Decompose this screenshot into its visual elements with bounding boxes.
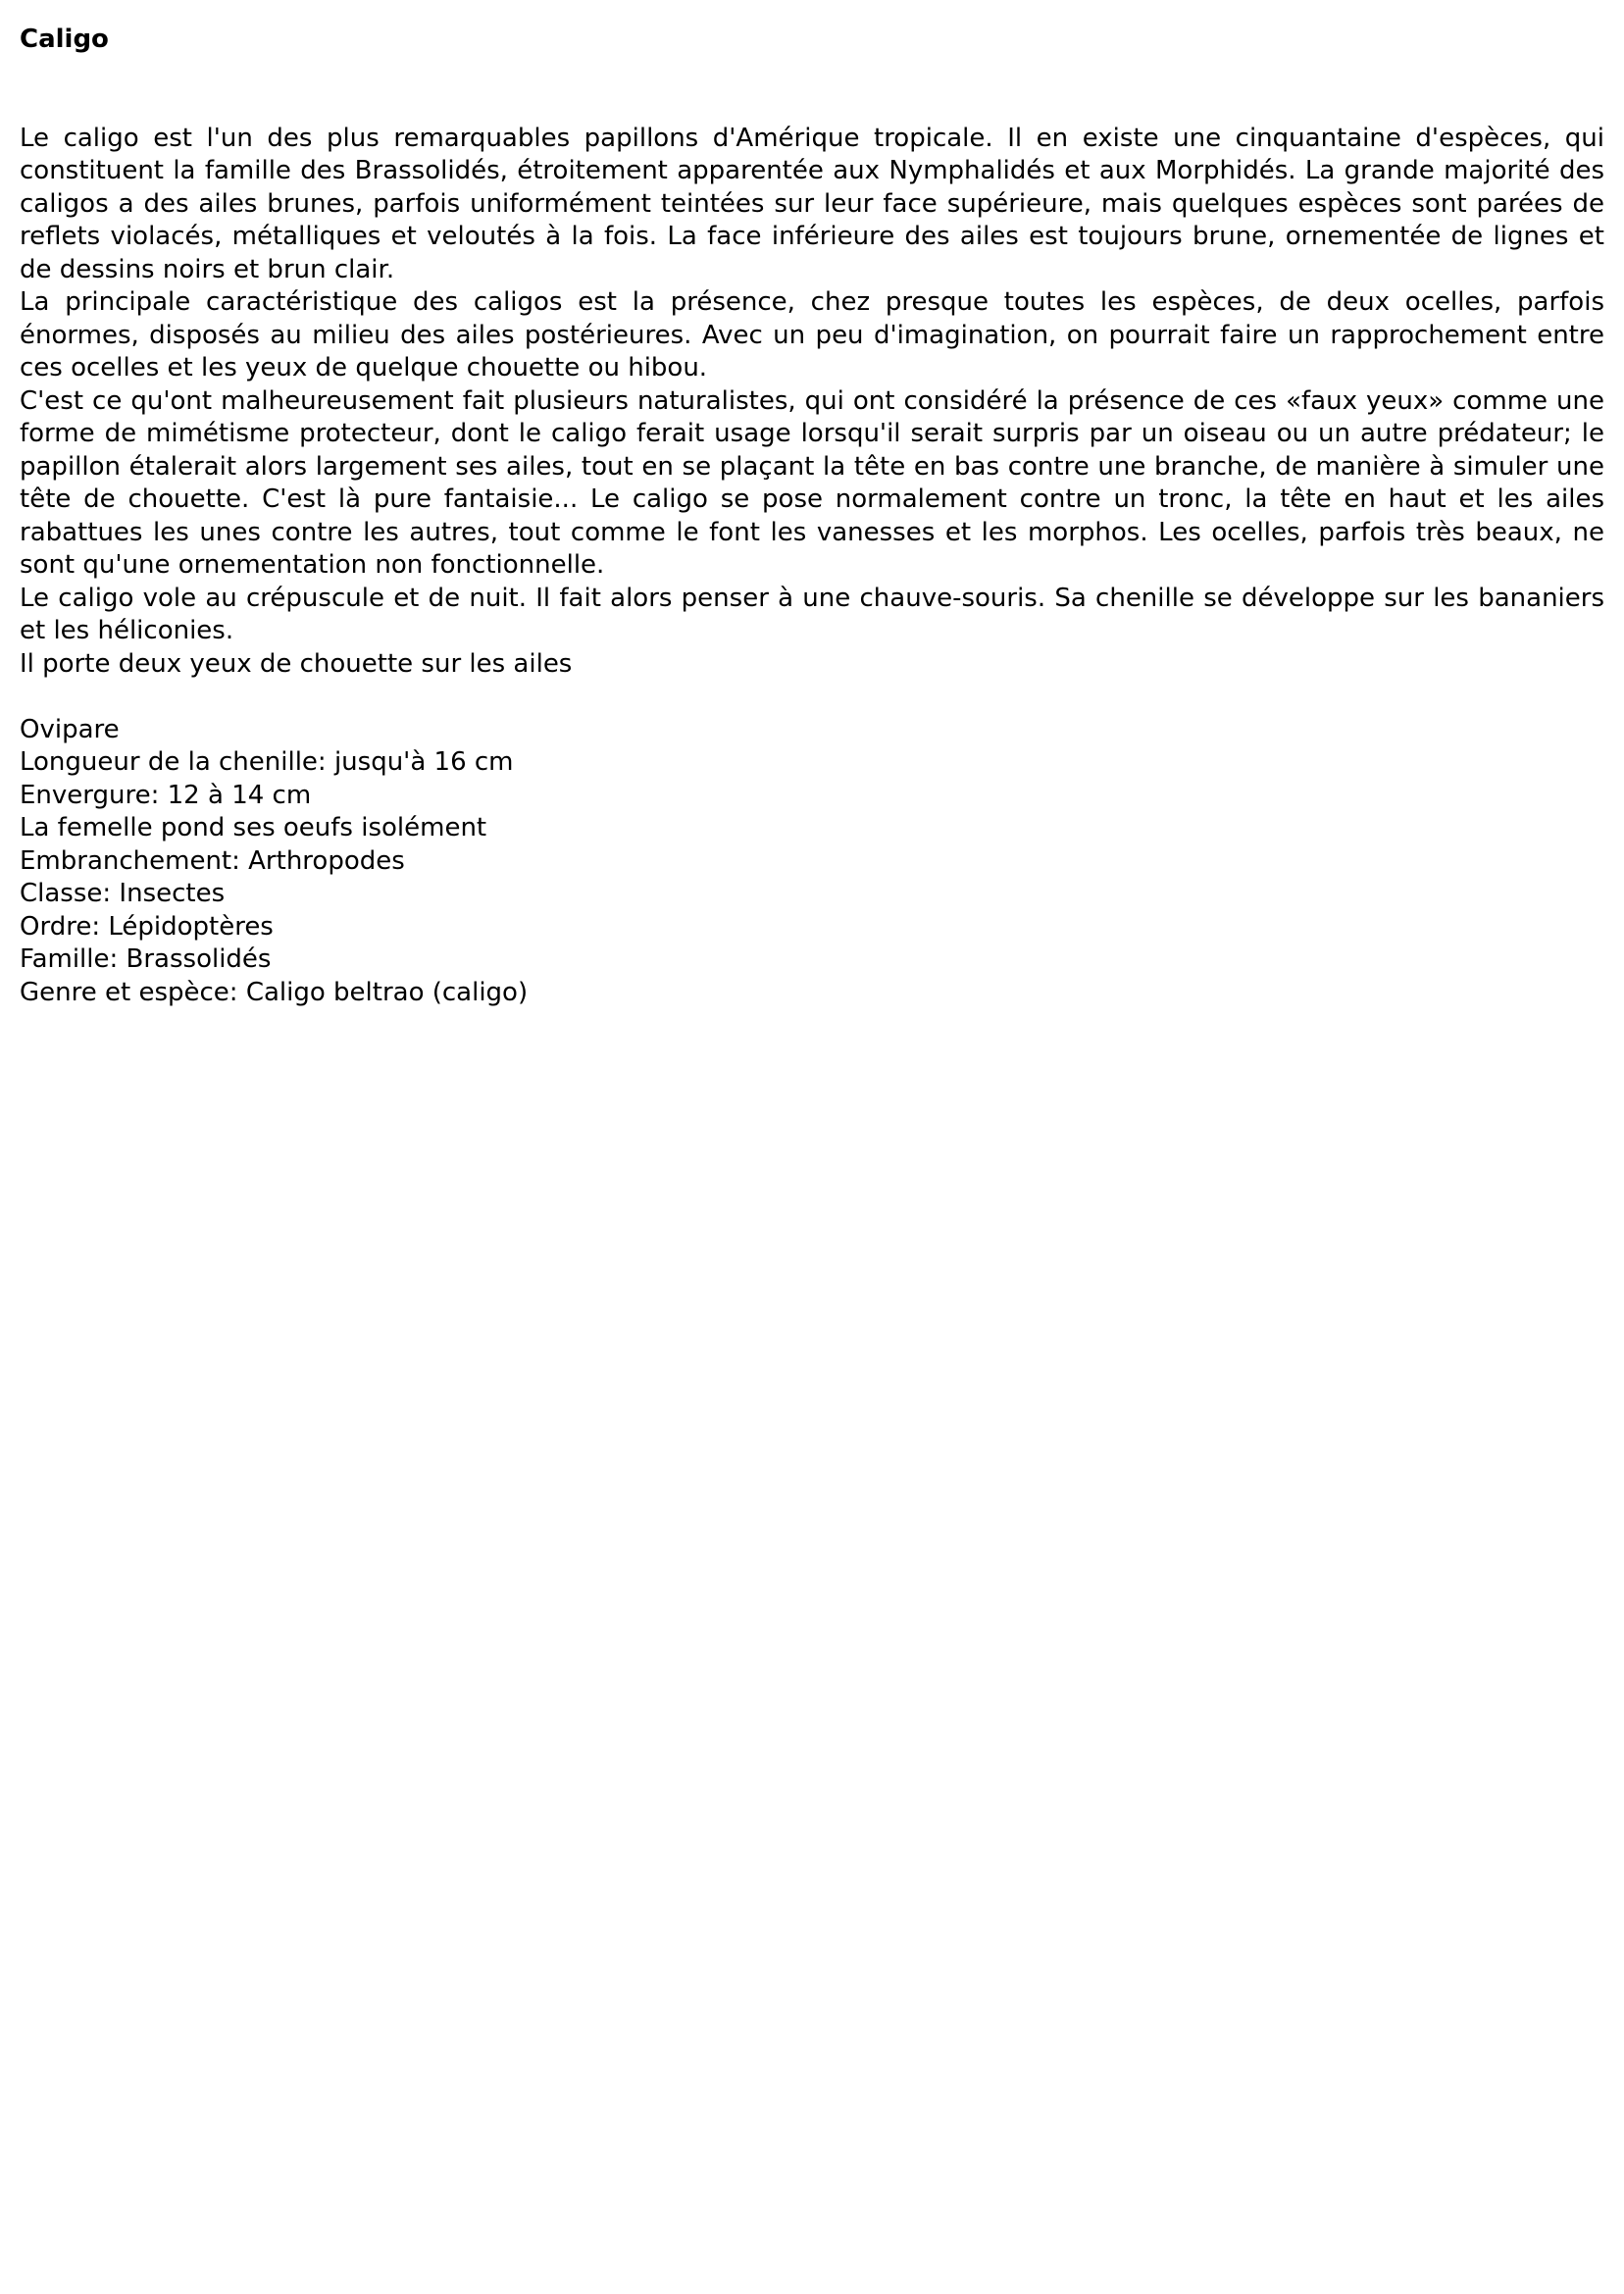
paragraph-mimicry: C'est ce qu'ont malheureusement fait plusieurs naturalistes, qui ont considéré la présence de ces «faux yeux» comme une forme de mimétisme protecteur, dont le caligo ferait usage lorsqu'il serait surpris par un oiseau ou un autre prédateur; le papillon étalerait alors largement ses ailes, tout en se plaçant la tête en bas contre une branche, de manière à simuler une tête de chouette. C'est là pure fantaisie... Le caligo se pose normalement contre un tronc, la tête en haut et les ailes rabattues les unes contre les autres, tout comme le font les vanesses et les morphos. Les ocelles, parfois très beaux, ne sont qu'une ornementation non fonctionnelle. — [20, 385, 1604, 580]
facts-list — [20, 714, 1604, 1010]
fact-egg-laying: La femelle pond ses oeufs isolément — [20, 813, 487, 842]
fact-reproduction: Ovipare — [20, 714, 120, 744]
document-title: Caligo — [20, 25, 109, 54]
fact-genus-species: Genre et espèce: Caligo beltrao (caligo) — [20, 977, 529, 1007]
fact-wingspan: Envergure: 12 à 14 cm — [20, 780, 312, 810]
section-spacer — [20, 681, 1604, 714]
fact-order: Ordre: Lépidoptères — [20, 911, 274, 942]
paragraph-behavior: Le caligo vole au crépuscule et de nuit. Il fait alors penser à une chauve-souris. Sa chenille se développe sur les bananiers et les héliconies. — [20, 583, 1604, 645]
fact-family: Famille: Brassolidés — [20, 944, 272, 974]
paragraph-ocelli: La principale caractéristique des caligos est la présence, chez presque toutes les espèces, de deux ocelles, parfois énormes, disposés au milieu des ailes postérieures. Avec un peu d'imagination, on pourrait faire un rapprochement entre ces ocelles et les yeux de quelque chouette ou hibou. — [20, 287, 1604, 382]
fact-class: Classe: Insectes — [20, 879, 226, 908]
paragraph-description: Le caligo est l'un des plus remarquables papillons d'Amérique tropicale. Il en existe une cinquantaine d'espèces, qui constituent la famille des Brassolidés, étroitement apparentée aux Nymphalidés et aux Morphidés. La grande majorité des caligos a des ailes brunes, parfois uniformément teintées sur leur face supérieure, mais quelques espèces sont parées de reflets violacés, métalliques et veloutés à la fois. La face inférieure des ailes est toujours brune, ornementée de lignes et de dessins noirs et brun clair. — [20, 123, 1604, 284]
paragraph-summary: Il porte deux yeux de chouette sur les ailes — [20, 648, 573, 679]
fact-caterpillar-length: Longueur de la chenille: jusqu'à 16 cm — [20, 747, 514, 777]
fact-phylum: Embranchement: Arthropodes — [20, 845, 405, 876]
